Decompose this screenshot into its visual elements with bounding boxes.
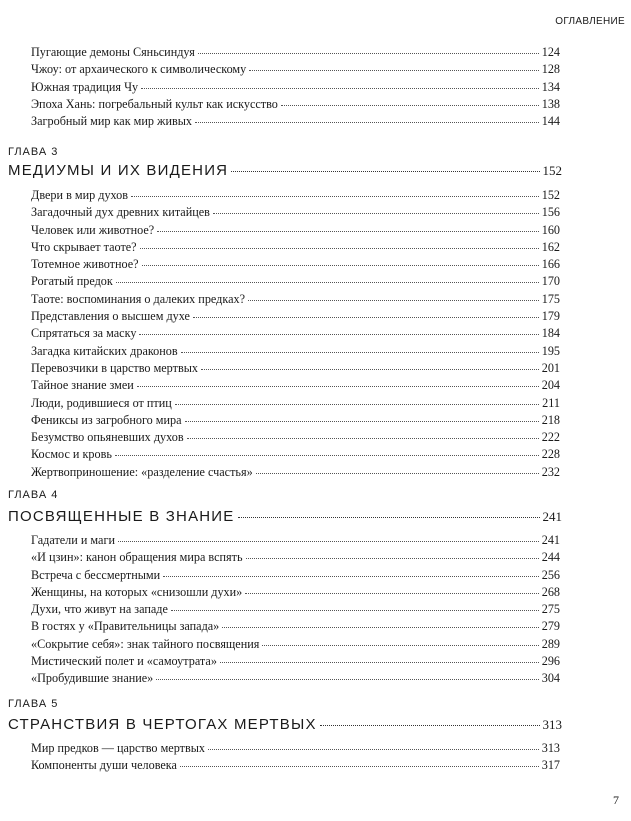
- toc-entry[interactable]: [31, 464, 560, 481]
- toc-entry-page: 134: [541, 79, 560, 94]
- leader-dots: [195, 122, 539, 123]
- toc-entry-page: 179: [541, 309, 560, 324]
- toc-entry-title: Рогатый предок: [31, 274, 113, 289]
- toc-entry-title: Загадочный дух древних китайцев: [31, 205, 210, 220]
- chapter-title: ПОСВЯЩЕННЫЕ В ЗНАНИЕ: [8, 508, 235, 525]
- leader-dots: [116, 282, 539, 283]
- toc-entry-page: 296: [541, 654, 560, 669]
- toc-entry-title: Безумство опьяневших духов: [31, 430, 184, 445]
- leader-dots: [320, 725, 540, 726]
- chapter-page: 241: [542, 509, 562, 524]
- toc-entry[interactable]: [31, 395, 560, 412]
- toc-entry[interactable]: [31, 61, 560, 78]
- leader-dots: [208, 749, 539, 750]
- toc-entry[interactable]: [31, 44, 560, 61]
- toc-entry-page: 268: [541, 584, 560, 599]
- toc-entry-page: 275: [541, 602, 560, 617]
- leader-dots: [142, 265, 539, 266]
- toc-entry[interactable]: [31, 636, 560, 653]
- toc-entry-title: Эпоха Хань: погребальный культ как искусство: [31, 96, 278, 111]
- toc-entry[interactable]: [31, 377, 560, 394]
- toc-entry-title: Загадка китайских драконов: [31, 343, 178, 358]
- toc-entry[interactable]: [31, 273, 560, 290]
- toc-entry-page: 204: [541, 378, 560, 393]
- toc-entry[interactable]: [31, 740, 560, 757]
- toc-entry[interactable]: [31, 532, 560, 549]
- toc-entry-title: Космос и кровь: [31, 447, 112, 462]
- toc-entry[interactable]: [31, 204, 560, 221]
- toc-entry-page: 256: [541, 567, 560, 582]
- chapter-label: ГЛАВА 3: [8, 146, 59, 158]
- toc-entry-title: Фениксы из загробного мира: [31, 412, 182, 427]
- toc-entry-title: Компоненты души человека: [31, 758, 177, 773]
- page-number: 7: [613, 793, 619, 807]
- toc-entry[interactable]: [31, 360, 560, 377]
- toc-entry[interactable]: [31, 584, 560, 601]
- toc-entry-page: 156: [541, 205, 560, 220]
- toc-entry[interactable]: [31, 291, 560, 308]
- toc-entries-continued: [31, 44, 560, 130]
- toc-entry-page: 195: [541, 343, 560, 358]
- toc-entry-page: 175: [541, 291, 560, 306]
- chapter-title-row[interactable]: [8, 716, 562, 733]
- toc-entry-page: 144: [541, 114, 560, 129]
- leader-dots: [171, 610, 539, 611]
- toc-entry-page: 162: [541, 239, 560, 254]
- toc-entry-title: Гадатели и маги: [31, 533, 115, 547]
- toc-entry-page: 304: [541, 671, 560, 686]
- toc-entry[interactable]: [31, 412, 560, 429]
- leader-dots: [213, 213, 539, 214]
- toc-entry-page: 279: [541, 619, 560, 634]
- leader-dots: [256, 473, 539, 474]
- leader-dots: [193, 317, 539, 318]
- leader-dots: [139, 334, 538, 335]
- toc-entry-title: Загробный мир как мир живых: [31, 114, 193, 129]
- leader-dots: [262, 645, 538, 646]
- leader-dots: [249, 70, 538, 71]
- leader-dots: [220, 662, 539, 663]
- toc-entry-title: Встреча с бессмертными: [31, 567, 161, 582]
- toc-entry[interactable]: [31, 79, 560, 96]
- toc-entry[interactable]: [31, 567, 560, 584]
- toc-entry-title: Таоте: воспоминания о далеких предках?: [31, 291, 246, 306]
- toc-entry-title: Перевозчики в царство мертвых: [31, 360, 198, 375]
- toc-entry-title: Что скрывает таоте?: [31, 239, 137, 254]
- toc-entry-title: Двери в мир духов: [31, 188, 129, 202]
- toc-entry-title: Женщины, на которых «снизошли духи»: [31, 584, 243, 599]
- chapter-title-row[interactable]: [8, 162, 562, 179]
- leader-dots: [181, 352, 539, 353]
- leader-dots: [157, 231, 539, 232]
- toc-entry-page: 201: [541, 360, 560, 375]
- toc-entry-title: В гостях у «Правительницы запада»: [31, 619, 220, 634]
- chapter-label: ГЛАВА 4: [8, 489, 59, 501]
- toc-entry-page: 289: [541, 636, 560, 651]
- leader-dots: [175, 404, 539, 405]
- chapter-page: 152: [542, 163, 562, 178]
- toc-entry-title: Представления о высшем духе: [31, 309, 190, 324]
- toc-entry[interactable]: [31, 653, 560, 670]
- toc-entry-page: 138: [541, 96, 560, 111]
- leader-dots: [222, 627, 538, 628]
- toc-entry[interactable]: [31, 429, 560, 446]
- leader-dots: [231, 171, 539, 172]
- leader-dots: [198, 53, 539, 54]
- toc-entry[interactable]: [31, 670, 560, 687]
- toc-entry[interactable]: [31, 187, 560, 204]
- toc-entry-page: 317: [541, 758, 560, 773]
- toc-entry[interactable]: [31, 618, 560, 635]
- leader-dots: [246, 558, 539, 559]
- toc-entry[interactable]: [31, 222, 560, 239]
- chapter-page: 313: [542, 717, 562, 732]
- toc-entry-page: 241: [541, 533, 560, 547]
- leader-dots: [245, 593, 538, 594]
- toc-entry-title: «Сокрытие себя»: знак тайного посвящения: [31, 636, 260, 651]
- toc-entry[interactable]: [31, 601, 560, 618]
- toc-entry-page: 218: [541, 412, 560, 427]
- toc-entry-page: 313: [541, 741, 560, 755]
- toc-entry-title: Южная традиция Чу: [31, 79, 139, 94]
- toc-entry[interactable]: [31, 256, 560, 273]
- toc-entry-page: 152: [541, 188, 560, 202]
- leader-dots: [118, 541, 539, 542]
- leader-dots: [201, 369, 539, 370]
- toc-entry-title: Спрятаться за маску: [31, 326, 137, 341]
- toc-entry-page: 228: [541, 447, 560, 462]
- toc-entry-page: 124: [541, 45, 560, 59]
- toc-entry-page: 232: [541, 464, 560, 479]
- leader-dots: [131, 196, 539, 197]
- toc-entry-page: 170: [541, 274, 560, 289]
- toc-entry-title: «Пробудившие знание»: [31, 671, 154, 686]
- toc-entry-title: Мистический полет и «самоутрата»: [31, 654, 217, 669]
- toc-entry-page: 160: [541, 222, 560, 237]
- leader-dots: [180, 766, 539, 767]
- leader-dots: [163, 576, 539, 577]
- leader-dots: [156, 679, 538, 680]
- toc-entry[interactable]: [31, 325, 560, 342]
- toc-entry[interactable]: [31, 113, 560, 130]
- toc-entry-title: Жертвоприношение: «разделение счастья»: [31, 464, 253, 479]
- toc-entry[interactable]: [31, 96, 560, 113]
- toc-entry-page: 222: [541, 430, 560, 445]
- toc-entry-title: Духи, что живут на западе: [31, 602, 168, 617]
- chapter-title: СТРАНСТВИЯ В ЧЕРТОГАХ МЕРТВЫХ: [8, 716, 317, 733]
- toc-entry[interactable]: [31, 343, 560, 360]
- toc-entry-page: 184: [541, 326, 560, 341]
- toc-entry-page: 128: [541, 62, 560, 77]
- leader-dots: [238, 517, 540, 518]
- leader-dots: [140, 248, 539, 249]
- toc-entry-title: Человек или животное?: [31, 222, 155, 237]
- toc-entry-title: Тотемное животное?: [31, 257, 139, 272]
- leader-dots: [115, 455, 539, 456]
- chapter-title: МЕДИУМЫ И ИХ ВИДЕНИЯ: [8, 162, 229, 179]
- leader-dots: [185, 421, 539, 422]
- toc-entries-chapter-5: [31, 740, 560, 775]
- leader-dots: [141, 88, 539, 89]
- toc-entry-title: «И цзин»: канон обращения мира вспять: [31, 550, 243, 565]
- toc-entry[interactable]: [31, 308, 560, 325]
- toc-entry-page: 166: [541, 257, 560, 272]
- leader-dots: [248, 300, 539, 301]
- toc-entries-chapter-3: [31, 187, 560, 481]
- toc-entry[interactable]: [31, 446, 560, 463]
- toc-entries-chapter-4: [31, 532, 560, 688]
- running-head: ОГЛАВЛЕНИЕ: [555, 16, 625, 27]
- chapter-label: ГЛАВА 5: [8, 698, 59, 710]
- toc-entry-title: Тайное знание змеи: [31, 378, 134, 393]
- toc-entry-page: 211: [542, 395, 560, 410]
- toc-entry-title: Чжоу: от архаического к символическому: [31, 62, 247, 77]
- toc-entry-title: Люди, родившиеся от птиц: [31, 395, 172, 410]
- toc-entry[interactable]: [31, 757, 560, 774]
- toc-entry-title: Пугающие демоны Сяньсиндуя: [31, 45, 195, 59]
- leader-dots: [187, 438, 539, 439]
- chapter-title-row[interactable]: [8, 508, 562, 525]
- leader-dots: [137, 386, 539, 387]
- toc-entry[interactable]: [31, 239, 560, 256]
- toc-entry-page: 244: [541, 550, 560, 565]
- toc-entry-title: Мир предков — царство мертвых: [31, 741, 205, 755]
- toc-entry[interactable]: [31, 549, 560, 566]
- leader-dots: [281, 105, 539, 106]
